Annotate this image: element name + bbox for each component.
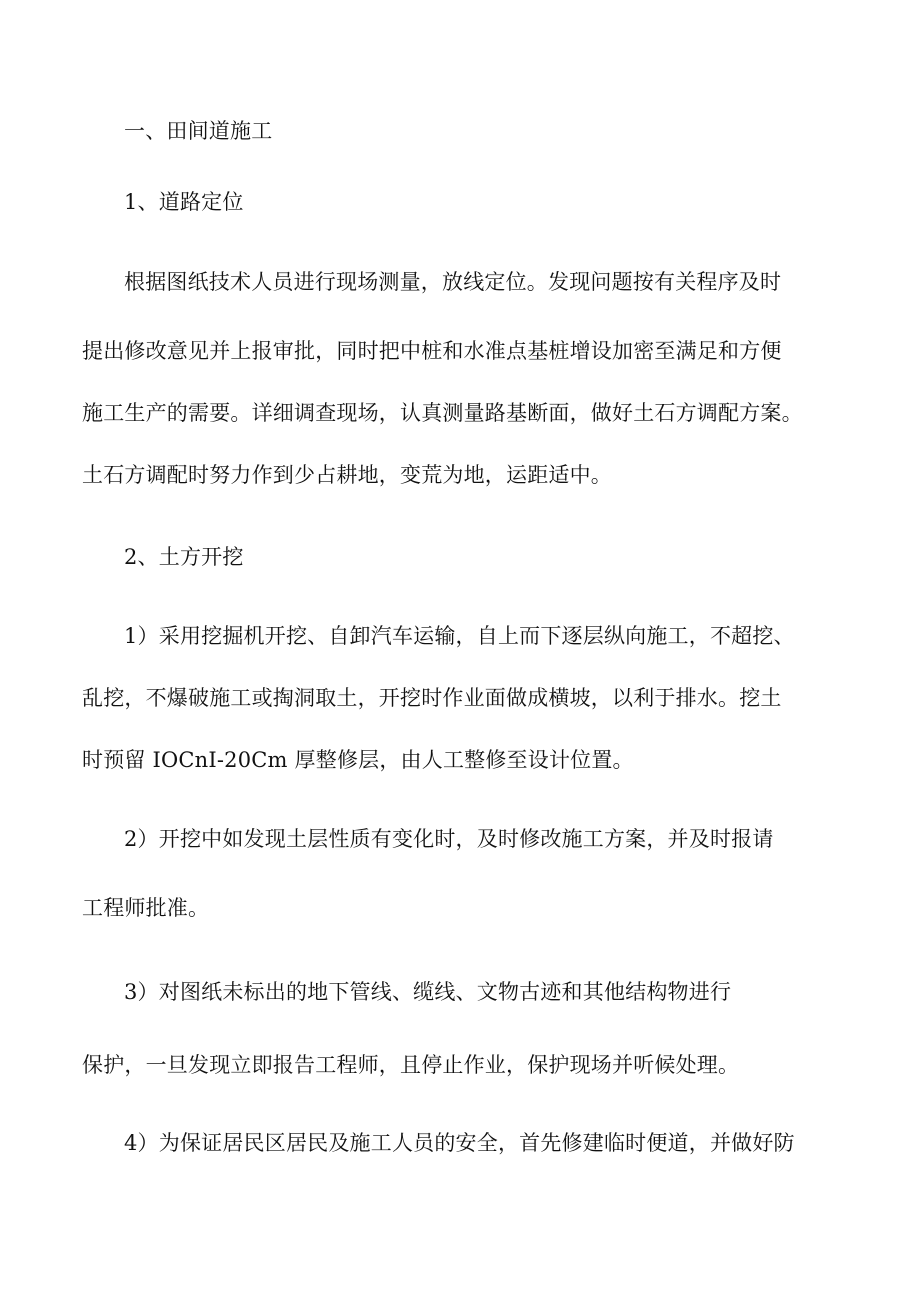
paragraph-line: 施工生产的需要。详细调查现场，认真测量路基断面，做好土石方调配方案。 — [82, 401, 803, 425]
paragraph-line: 提出修改意见并上报审批，同时把中桩和水准点基桩增设加密至满足和方便 — [82, 339, 782, 363]
paragraph-line: 工程师批准。 — [82, 896, 210, 920]
paragraph-line: 土石方调配时努力作到少占耕地，变荒为地，运距适中。 — [82, 463, 612, 487]
subsection-heading-earth-excavation: 2、土方开挖 — [124, 545, 244, 569]
paragraph-line: 乱挖，不爆破施工或掏洞取土，开挖时作业面做成横坡，以利于排水。挖土 — [82, 686, 782, 710]
paragraph-line: 1）采用挖掘机开挖、自卸汽车运输，自上而下逐层纵向施工，不超挖、 — [124, 624, 795, 648]
paragraph-line: 4）为保证居民区居民及施工人员的安全，首先修建临时便道，并做好防 — [124, 1131, 795, 1155]
subsection-heading-road-positioning: 1、道路定位 — [124, 190, 244, 214]
paragraph-line: 保护，一旦发现立即报告工程师，且停止作业，保护现场并听候处理。 — [82, 1053, 740, 1077]
paragraph-line: 3）对图纸未标出的地下管线、缆线、文物古迹和其他结构物进行 — [124, 980, 732, 1004]
paragraph-line: 2）开挖中如发现土层性质有变化时，及时修改施工方案，并及时报请 — [124, 827, 774, 851]
section-heading: 一、田间道施工 — [124, 119, 273, 143]
paragraph-line: 时预留 IOCnI-20Cm 厚整修层，由人工整修至设计位置。 — [82, 748, 634, 772]
paragraph-line: 根据图纸技术人员进行现场测量，放线定位。发现问题按有关程序及时 — [124, 270, 782, 294]
